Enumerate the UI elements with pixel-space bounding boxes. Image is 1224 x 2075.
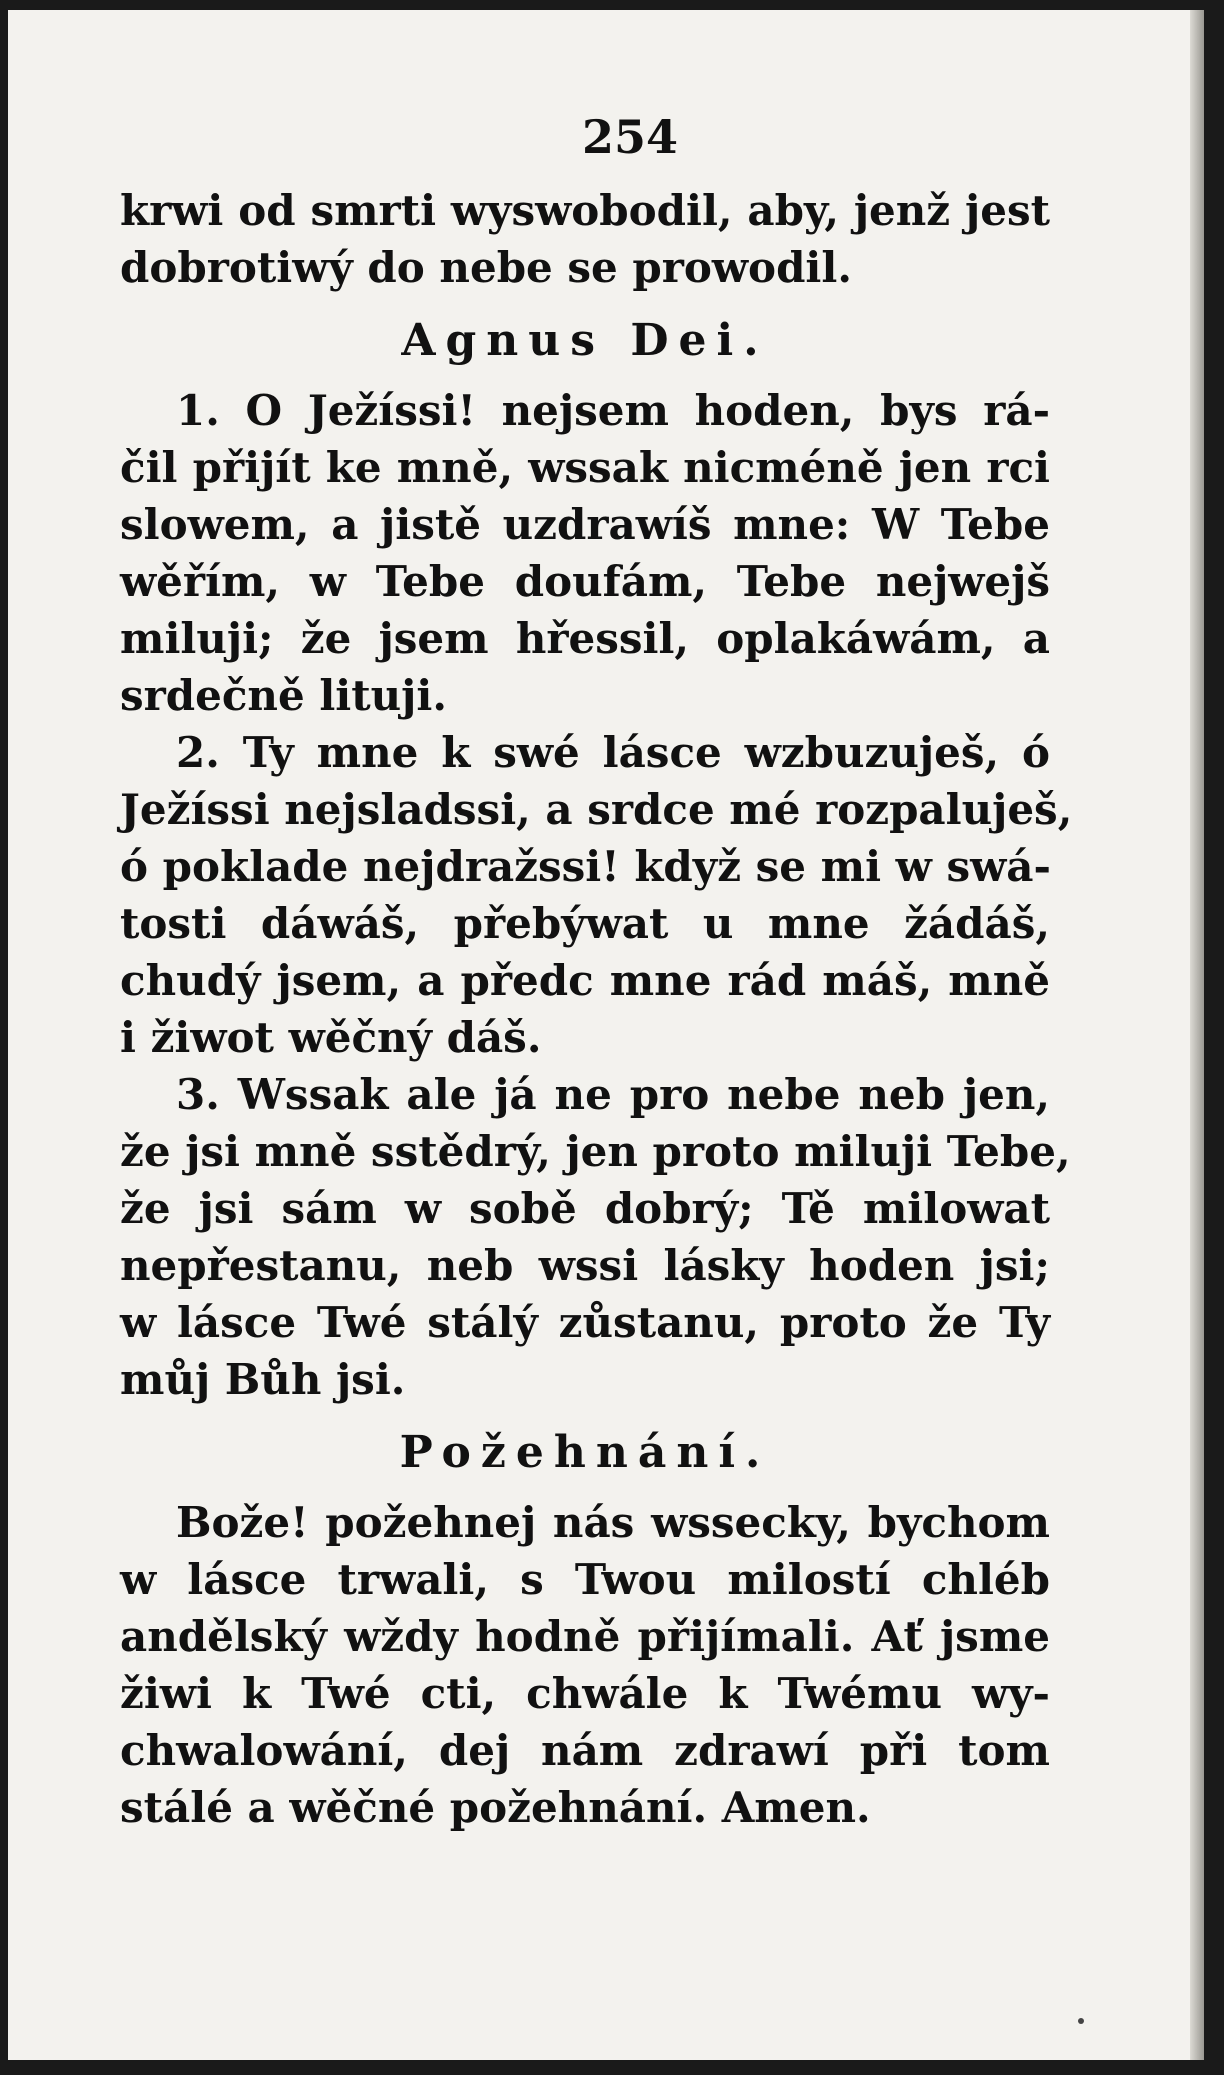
text-line: 2. Ty mne k swé lásce wzbuzuješ, ó [176, 728, 1050, 777]
text-line: chwalowání, dej nám zdrawí při tom [120, 1726, 1050, 1775]
section-heading-agnus-dei: Agnus Dei. [401, 315, 769, 366]
text-line: 1. O Ježíssi! nejsem hoden, bys rá- [176, 386, 1050, 435]
book-page [8, 10, 1204, 2060]
stanza-2 [120, 724, 1073, 1066]
text-line: w lásce Twé stálý zůstanu, proto že Ty [120, 1298, 1050, 1347]
text-line: srdečně lituji. [120, 671, 447, 720]
text-line: nepřestanu, neb wssi lásky hoden jsi; [120, 1241, 1050, 1290]
stanza-3 [120, 1066, 1071, 1408]
page-text [120, 106, 1073, 1836]
text-line: tosti dáwáš, přebýwat u mne žádáš, [120, 899, 1050, 948]
text-line: i žiwot wěčný dáš. [120, 1013, 542, 1062]
text-line: Bože! požehnej nás wssecky, bychom [176, 1498, 1050, 1547]
text-line: stálé a wěčné požehnání. Amen. [120, 1783, 871, 1832]
text-line: ó poklade nejdražssi! když se mi w swá- [120, 842, 1051, 891]
stanza-1 [120, 382, 1050, 724]
text-line: Ježíssi nejsladssi, a srdce mé rozpaluješ, [120, 785, 1073, 834]
text-line: čil přijít ke mně, wssak nicméně jen rci [120, 443, 1050, 492]
ink-speck [1078, 2018, 1084, 2024]
text-line: w lásce trwali, s Twou milostí chléb [120, 1555, 1050, 1604]
text-line: miluji; že jsem hřessil, oplakáwám, a [120, 614, 1050, 663]
blessing-paragraph [120, 1494, 1050, 1836]
text-line: chudý jsem, a předc mne rád máš, mně [120, 956, 1050, 1005]
text-line: že jsi sám w sobě dobrý; Tě milowat [120, 1184, 1050, 1233]
section-heading-blessing: Požehnání. [399, 1427, 771, 1478]
text-line: žiwi k Twé cti, chwále k Twému wy- [120, 1669, 1050, 1718]
page-number: 254 [581, 110, 679, 164]
intro-paragraph [120, 182, 1050, 296]
text-line: wěřím, w Tebe doufám, Tebe nejwejš [120, 557, 1050, 606]
text-line: slowem, a jistě uzdrawíš mne: W Tebe [120, 500, 1050, 549]
text-line: dobrotiwý do nebe se prowodil. [120, 243, 852, 292]
text-line: krwi od smrti wyswobodil, aby, jenž jest [120, 186, 1050, 235]
text-line: že jsi mně sstědrý, jen proto miluji Tebe, [120, 1127, 1071, 1176]
text-line: 3. Wssak ale já ne pro nebe neb jen, [176, 1070, 1050, 1119]
page-edge-shadow [1190, 10, 1204, 2060]
text-line: andělský wždy hodně přijímali. Ať jsme [120, 1612, 1050, 1661]
text-line: můj Bůh jsi. [120, 1355, 406, 1404]
